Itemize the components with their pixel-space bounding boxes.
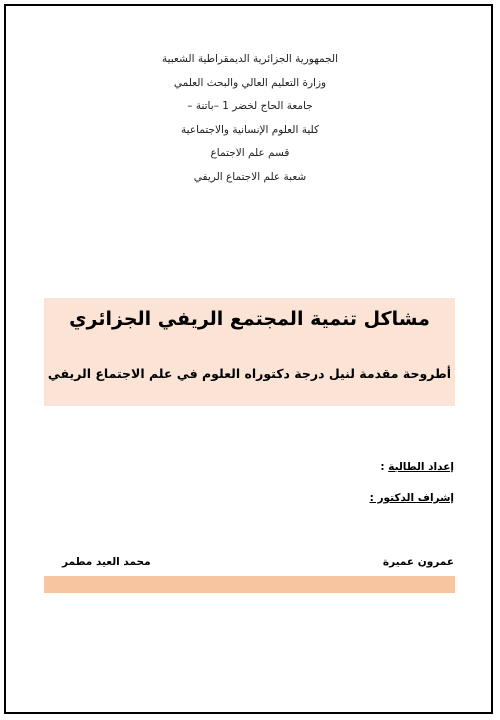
header-country: الجمهورية الجزائرية الديمقراطية الشعبية: [161, 53, 339, 65]
prepared-by-line: [380, 461, 454, 473]
prepared-by-label: إعداد الطالبة: [388, 461, 454, 473]
institution-header: [0, 48, 500, 189]
title-box: [44, 298, 455, 406]
header-university: جامعة الحاج لخضر 1 –باتنة –: [187, 100, 313, 112]
thesis-title: مشاكل تنمية المجتمع الريفي الجزائري: [69, 308, 430, 330]
header-ministry: وزارة التعليم العالي والبحث العلمي: [173, 76, 327, 89]
prepared-by-colon: :: [380, 461, 389, 473]
thesis-subtitle: أطروحة مقدمة لنيل درجة دكتوراه العلوم في علم الاجتماع الريفي: [47, 366, 452, 381]
decorative-bar: [44, 576, 455, 593]
header-department: قسم علم الاجتماع: [210, 147, 290, 159]
header-specialty: شعبة علم الاجتماع الريفي: [193, 170, 307, 183]
header-faculty: كلية العلوم الإنسانية والاجتماعية: [181, 123, 319, 136]
supervisor-name: محمد العيد مطمر: [62, 556, 151, 568]
student-name: عمرون عميرة: [382, 556, 454, 568]
supervisor-label: إشراف الدكتور :: [369, 492, 454, 504]
